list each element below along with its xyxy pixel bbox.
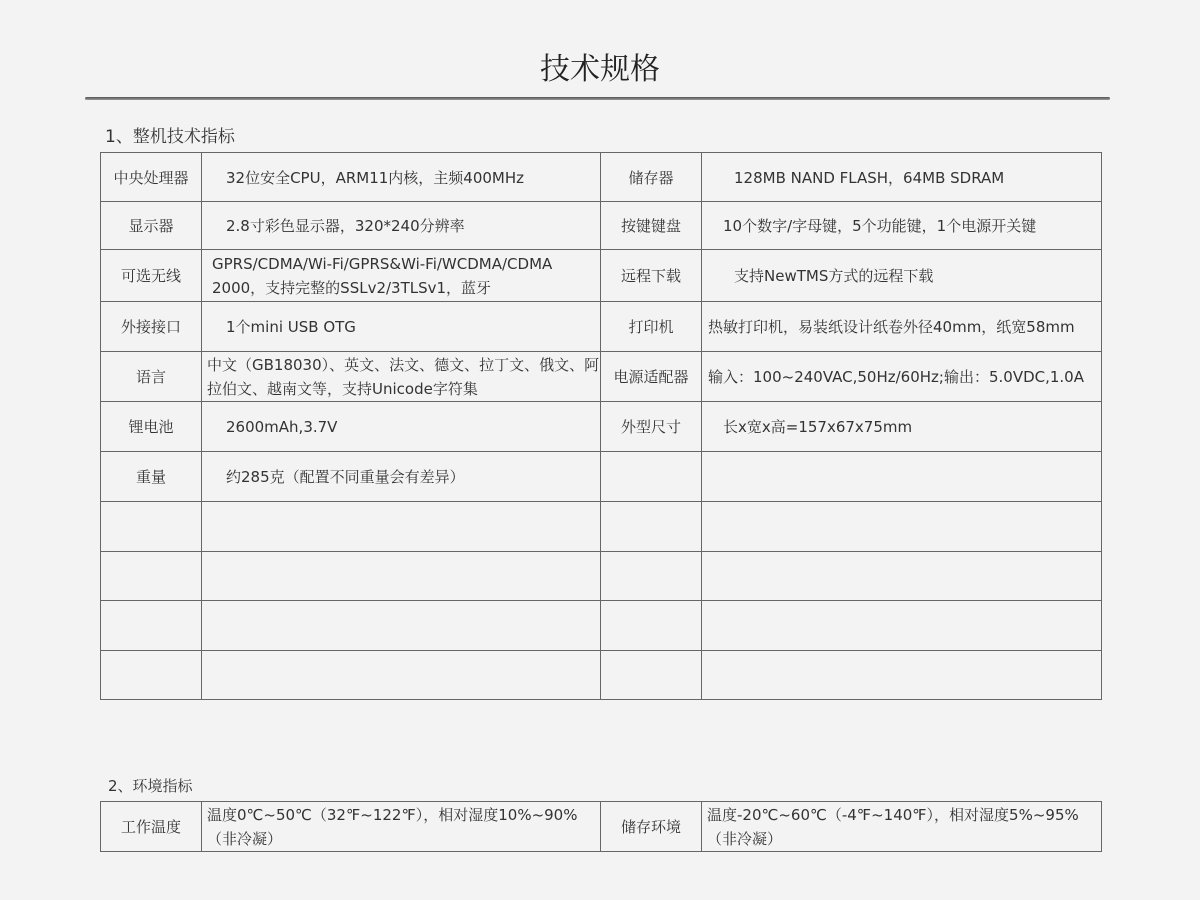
spec-label: 电源适配器 bbox=[601, 352, 702, 402]
spec-value: 约285克（配置不同重量会有差异） bbox=[202, 452, 601, 502]
spec-label: 语言 bbox=[101, 352, 202, 402]
table-row bbox=[101, 250, 1102, 302]
title-divider bbox=[85, 97, 1110, 100]
empty-cell bbox=[702, 502, 1102, 552]
spec-label: 显示器 bbox=[101, 202, 202, 250]
empty-cell bbox=[601, 651, 702, 700]
spec-label: 中央处理器 bbox=[101, 153, 202, 202]
empty-cell bbox=[702, 552, 1102, 601]
specs-table bbox=[100, 152, 1102, 700]
spec-value: 热敏打印机，易装纸设计纸卷外径40mm，纸宽58mm bbox=[702, 302, 1102, 352]
page-title: 技术规格 bbox=[540, 52, 660, 87]
empty-cell bbox=[202, 601, 601, 651]
empty-cell bbox=[702, 651, 1102, 700]
empty-cell bbox=[101, 552, 202, 601]
spec-label: 远程下载 bbox=[601, 250, 702, 302]
env-value: 温度0℃~50℃（32℉~122℉），相对湿度10%~90%（非冷凝） bbox=[202, 802, 601, 852]
table-row bbox=[101, 302, 1102, 352]
spec-value: 1个mini USB OTG bbox=[202, 302, 601, 352]
env-label: 工作温度 bbox=[101, 802, 202, 852]
spec-value: 2.8寸彩色显示器，320*240分辨率 bbox=[202, 202, 601, 250]
spec-label: 外型尺寸 bbox=[601, 402, 702, 452]
spec-value: 长x宽x高=157x67x75mm bbox=[702, 402, 1102, 452]
table-row-empty bbox=[101, 601, 1102, 651]
spec-value: GPRS/CDMA/Wi-Fi/GPRS&Wi-Fi/WCDMA/CDMA 2000，支持完整的SSLv2/3TLSv1，蓝牙 bbox=[202, 250, 601, 302]
table-row bbox=[101, 452, 1102, 502]
spec-value: 128MB NAND FLASH，64MB SDRAM bbox=[702, 153, 1102, 202]
empty-cell bbox=[202, 502, 601, 552]
empty-cell bbox=[101, 601, 202, 651]
spec-label: 外接接口 bbox=[101, 302, 202, 352]
env-value: 温度-20℃~60℃（-4℉~140℉），相对湿度5%~95%（非冷凝） bbox=[702, 802, 1102, 852]
section-heading-specs: 1、整机技术指标 bbox=[105, 127, 235, 147]
spec-value bbox=[702, 452, 1102, 502]
spec-value: 中文（GB18030）、英文、法文、德文、拉丁文、俄文、阿拉伯文、越南文等，支持Unicode字符集 bbox=[202, 352, 601, 402]
section-heading-environment: 2、环境指标 bbox=[108, 777, 193, 795]
environment-table bbox=[100, 801, 1102, 852]
spec-label: 锂电池 bbox=[101, 402, 202, 452]
spec-label: 储存器 bbox=[601, 153, 702, 202]
empty-cell bbox=[101, 651, 202, 700]
spec-value: 输入：100~240VAC,50Hz/60Hz;输出：5.0VDC,1.0A bbox=[702, 352, 1102, 402]
empty-cell bbox=[202, 651, 601, 700]
spec-label: 可选无线 bbox=[101, 250, 202, 302]
table-row bbox=[101, 402, 1102, 452]
spec-value: 2600mAh,3.7V bbox=[202, 402, 601, 452]
spec-label: 打印机 bbox=[601, 302, 702, 352]
table-row-empty bbox=[101, 552, 1102, 601]
spec-value: 10个数字/字母键，5个功能键，1个电源开关键 bbox=[702, 202, 1102, 250]
table-row-empty bbox=[101, 651, 1102, 700]
table-row bbox=[101, 153, 1102, 202]
table-row bbox=[101, 202, 1102, 250]
table-row bbox=[101, 352, 1102, 402]
empty-cell bbox=[601, 601, 702, 651]
empty-cell bbox=[601, 502, 702, 552]
empty-cell bbox=[601, 552, 702, 601]
table-row bbox=[101, 802, 1102, 852]
spec-label: 按键键盘 bbox=[601, 202, 702, 250]
spec-value: 32位安全CPU，ARM11内核，主频400MHz bbox=[202, 153, 601, 202]
spec-value: 支持NewTMS方式的远程下载 bbox=[702, 250, 1102, 302]
empty-cell bbox=[702, 601, 1102, 651]
spec-label bbox=[601, 452, 702, 502]
spec-label: 重量 bbox=[101, 452, 202, 502]
empty-cell bbox=[101, 502, 202, 552]
table-row-empty bbox=[101, 502, 1102, 552]
env-label: 储存环境 bbox=[601, 802, 702, 852]
empty-cell bbox=[202, 552, 601, 601]
